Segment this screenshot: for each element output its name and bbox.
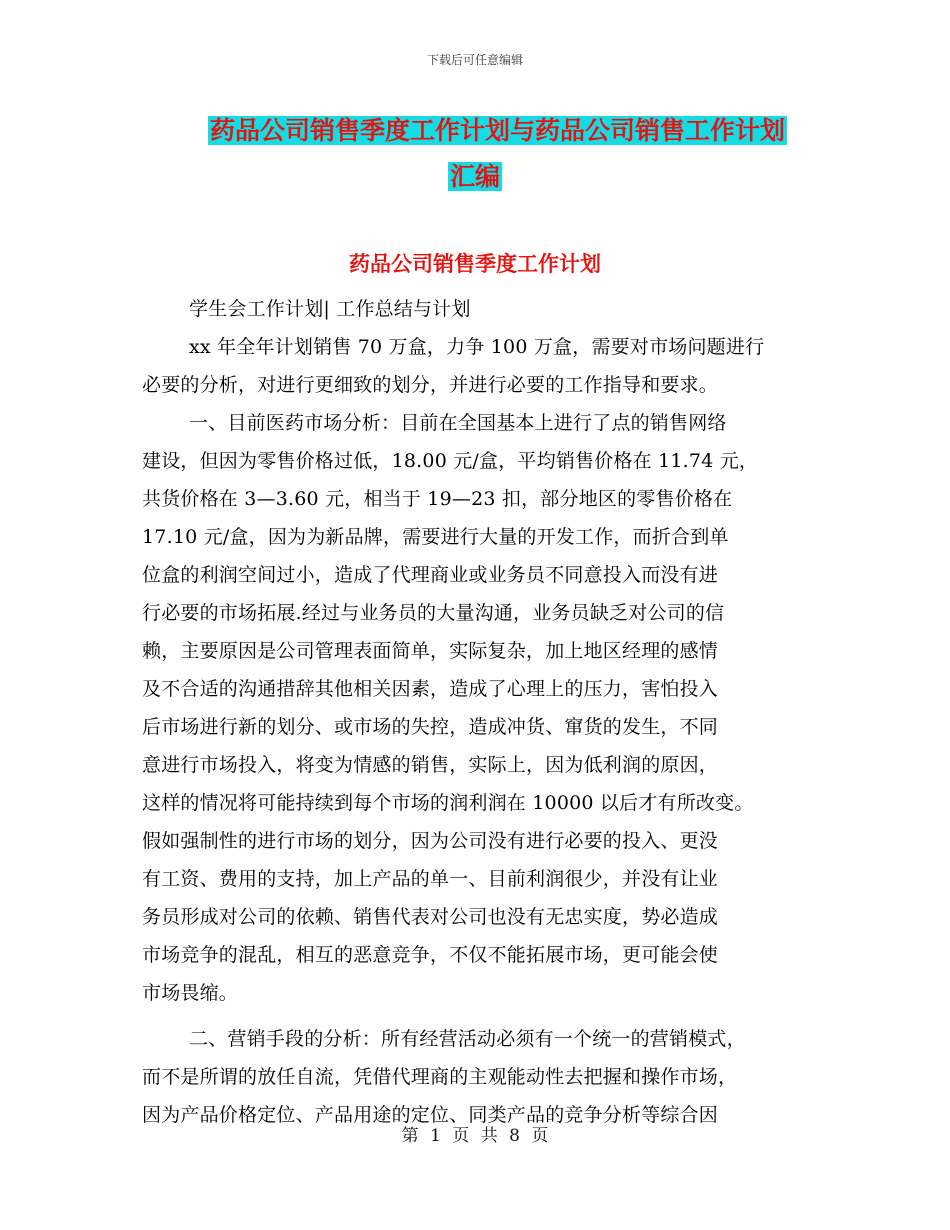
text-line: 赖，主要原因是公司管理表面简单，实际复杂，加上地区经理的感情	[142, 640, 719, 662]
text-line: 必要的分析，对进行更细致的划分，并进行必要的工作指导和要求。	[142, 374, 719, 396]
document-body	[142, 290, 810, 1134]
paragraph-market-analysis	[142, 404, 810, 1012]
text-line: 市场竞争的混乱，相互的恶意竞争，不仅不能拓展市场，更可能会使	[142, 944, 719, 966]
document-title-line-1-text: 药品公司销售季度工作计划与药品公司销售工作计划	[209, 116, 785, 145]
document-title-line-2-text: 汇编	[449, 162, 500, 191]
text-line: xx 年全年计划销售 70 万盒，力争 100 万盒，需要对市场问题进行	[189, 336, 765, 358]
text-line: 后市场进行新的划分、或市场的失控，造成冲货、窜货的发生，不同	[142, 716, 719, 738]
document-title-line-2	[0, 154, 950, 200]
text-line: 行必要的市场拓展.经过与业务员的大量沟通，业务员缺乏对公司的信	[142, 602, 725, 624]
text-line: 17.10 元/盒，因为为新品牌，需要进行大量的开发工作，而折合到单	[142, 526, 729, 548]
document-title-line-1	[0, 108, 950, 154]
paragraph-category	[142, 290, 810, 328]
text-line: 有工资、费用的支持，加上产品的单一、目前利润很少，并没有让业	[142, 868, 719, 890]
text-line: 假如强制性的进行市场的划分，因为公司没有进行必要的投入、更没	[142, 830, 719, 852]
text-line: 市场畏缩。	[142, 982, 239, 1004]
text-line: 共货价格在 3—3.60 元，相当于 19—23 扣，部分地区的零售价格在	[142, 488, 733, 510]
page-header-note: 下载后可任意编辑	[426, 53, 523, 67]
text-line: 建设，但因为零售价格过低，18.00 元/盒，平均销售价格在 11.74 元，	[142, 450, 759, 472]
text-line: 一、目前医药市场分析：目前在全国基本上进行了点的销售网络	[189, 412, 727, 434]
document-title	[0, 108, 950, 200]
text-line: 及不合适的沟通措辞其他相关因素，造成了心理上的压力，害怕投入	[142, 678, 719, 700]
text-line: 学生会工作计划| 工作总结与计划	[189, 298, 471, 320]
text-line: 二、营销手段的分析：所有经营活动必须有一个统一的营销模式，	[189, 1028, 746, 1050]
text-line: 意进行市场投入，将变为情感的销售，实际上，因为低利润的原因，	[142, 754, 719, 776]
text-line: 务员形成对公司的依赖、销售代表对公司也没有无忠实度，势必造成	[142, 906, 719, 928]
paragraph-marketing-analysis	[142, 1020, 810, 1134]
text-line: 因为产品价格定位、产品用途的定位、同类产品的竞争分析等综合因	[142, 1104, 719, 1126]
page-number: 第 1 页 共 8 页	[401, 1126, 549, 1146]
text-line: 这样的情况将可能持续到每个市场的润利润在 10000 以后才有所改变。	[142, 792, 754, 814]
paragraph-annual-plan	[142, 328, 810, 404]
text-line: 位盒的利润空间过小，造成了代理商业或业务员不同意投入而没有进	[142, 564, 719, 586]
text-line: 而不是所谓的放任自流，凭借代理商的主观能动性去把握和操作市场，	[142, 1066, 738, 1088]
section-title: 药品公司销售季度工作计划	[349, 252, 601, 276]
